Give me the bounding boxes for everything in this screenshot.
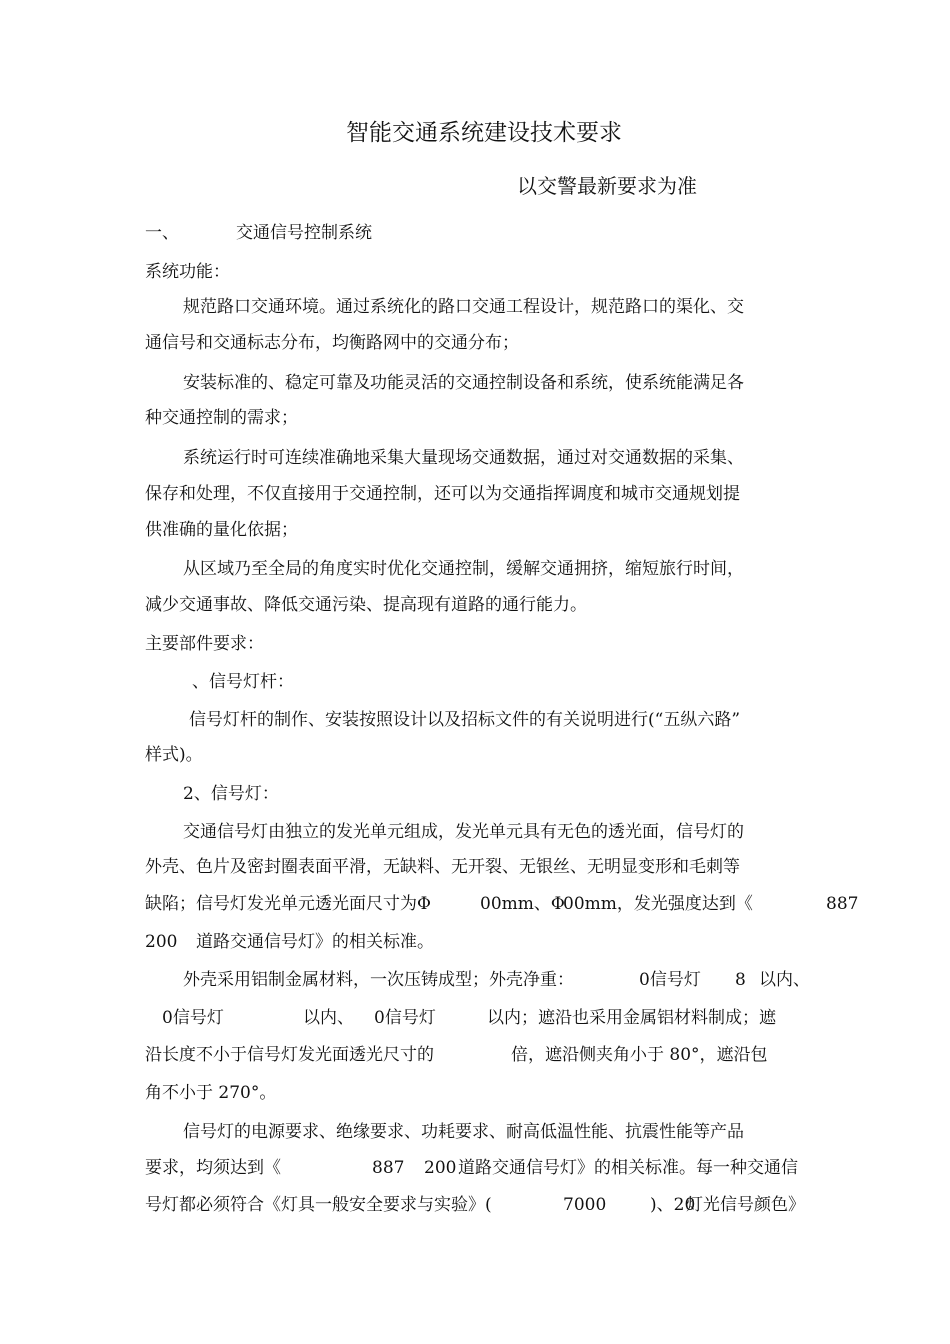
paragraph-line: 道路交通信号灯》的相关标准。 bbox=[196, 932, 434, 952]
paragraph-fragment: 道路交通信号灯》的相关标准。每一种交通信 bbox=[458, 1158, 798, 1178]
paragraph-fragment: 8 bbox=[735, 970, 746, 990]
paragraph-fragment: )、20 bbox=[650, 1195, 696, 1215]
paragraph-line: 样式)。 bbox=[145, 745, 203, 765]
paragraph-line: 号灯都必须符合《灯具一般安全要求与实验》( bbox=[145, 1195, 492, 1215]
paragraph-line: 通信号和交通标志分布，均衡路网中的交通分布； bbox=[145, 333, 519, 353]
item-heading: 、信号灯杆： bbox=[192, 672, 294, 692]
paragraph-fragment: 以内、 bbox=[759, 970, 810, 990]
paragraph-fragment: 以内、 bbox=[303, 1008, 354, 1028]
section-heading: 交通信号控制系统 bbox=[236, 223, 372, 243]
paragraph-fragment: 200 bbox=[145, 932, 178, 952]
paragraph-line: 从区域乃至全局的角度实时优化交通控制，缓解交通拥挤，缩短旅行时间， bbox=[183, 559, 744, 579]
paragraph-line: 角不小于 270°。 bbox=[145, 1083, 277, 1103]
paragraph-fragment: 0信号灯 bbox=[639, 970, 701, 990]
paragraph-line: 外壳采用铝制金属材料，一次压铸成型；外壳净重： bbox=[183, 970, 574, 990]
section-number: 一、 bbox=[145, 223, 179, 243]
paragraph-line: 要求，均须达到《 bbox=[145, 1158, 281, 1178]
main-parts-heading: 主要部件要求： bbox=[145, 634, 264, 654]
document-subtitle: 以交警最新要求为准 bbox=[517, 174, 697, 198]
paragraph-line: 安装标准的、稳定可靠及功能灵活的交通控制设备和系统，使系统能满足各 bbox=[183, 373, 744, 393]
paragraph-line: 信号灯杆的制作、安装按照设计以及招标文件的有关说明进行(“五纵六路” bbox=[189, 710, 741, 730]
paragraph-fragment: 灯光信号颜色》 bbox=[686, 1195, 805, 1215]
paragraph-line: 交通信号灯由独立的发光单元组成，发光单元具有无色的透光面，信号灯的 bbox=[183, 822, 744, 842]
paragraph-fragment: 0信号灯 bbox=[374, 1008, 436, 1028]
paragraph-fragment: 倍，遮沿侧夹角小于 80°，遮沿包 bbox=[511, 1045, 768, 1065]
paragraph-line: 外壳、色片及密封圈表面平滑，无缺料、无开裂、无银丝、无明显变形和毛刺等 bbox=[145, 857, 740, 877]
paragraph-line: 信号灯的电源要求、绝缘要求、功耗要求、耐高低温性能、抗震性能等产品 bbox=[183, 1122, 744, 1142]
paragraph-fragment: 200 bbox=[424, 1158, 457, 1178]
paragraph-line: 保存和处理，不仅直接用于交通控制，还可以为交通指挥调度和城市交通规划提 bbox=[145, 484, 740, 504]
paragraph-fragment: 887 bbox=[826, 894, 859, 914]
paragraph-line: 减少交通事故、降低交通污染、提高现有道路的通行能力。 bbox=[145, 595, 587, 615]
paragraph-fragment: 00mm、Φ bbox=[480, 894, 565, 914]
paragraph-line: 种交通控制的需求； bbox=[145, 408, 298, 428]
system-functions-heading: 系统功能： bbox=[145, 262, 230, 282]
paragraph-line: 沿长度不小于信号灯发光面透光尺寸的 bbox=[145, 1045, 434, 1065]
paragraph-fragment: 以内；遮沿也采用金属铝材料制成；遮 bbox=[487, 1008, 776, 1028]
document-title: 智能交通系统建设技术要求 bbox=[346, 120, 622, 146]
paragraph-line: 系统运行时可连续准确地采集大量现场交通数据，通过对交通数据的采集、 bbox=[183, 448, 744, 468]
paragraph-line: 供准确的量化依据； bbox=[145, 520, 298, 540]
paragraph-fragment: 0信号灯 bbox=[162, 1008, 224, 1028]
paragraph-fragment: 00mm，发光强度达到《 bbox=[563, 894, 753, 914]
paragraph-fragment: 7000 bbox=[563, 1195, 607, 1215]
item-heading: 2、信号灯： bbox=[183, 784, 279, 804]
paragraph-line: 缺陷；信号灯发光单元透光面尺寸为Φ bbox=[145, 894, 431, 914]
paragraph-line: 规范路口交通环境。通过系统化的路口交通工程设计，规范路口的渠化、交 bbox=[183, 297, 744, 317]
paragraph-fragment: 887 bbox=[372, 1158, 405, 1178]
